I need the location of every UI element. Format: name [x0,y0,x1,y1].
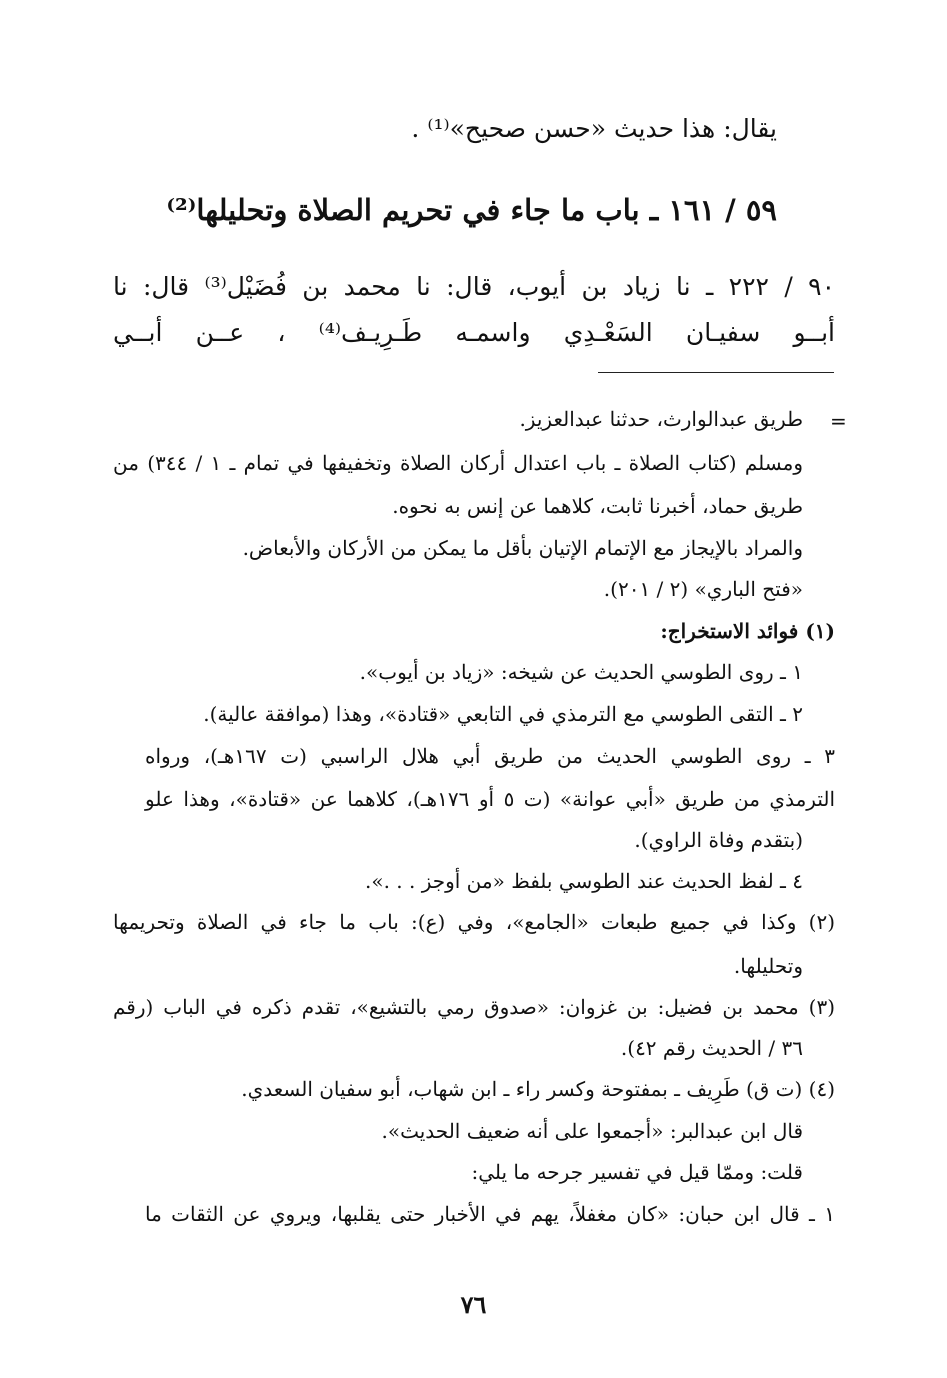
footnote-line: طريق عبدالوارث، حدثنا عبدالعزيز. [519,407,803,431]
footnote-line: (٤) (ت ق) طَرِيف ـ بمفتوحة وكسر راء ـ ابن شهاب، أبو سفيان السعدي. [241,1077,835,1101]
footnote-line: ١ ـ قال ابن حبان: «كان مغفلاً، يهم في الأخبار حتى يقلبها، ويروي عن الثقات ما [145,1202,835,1226]
footnote-line: (٢) وكذا في جميع طبعات «الجامع»، وفي (ع): باب ما جاء في الصلاة وتحريمها [113,910,835,934]
hadith-line-2: أبــو سفيـان السَعْـدِي واسمـه طَـرِيـف⁽⁴⁾ ، عــن أبــي [113,318,835,347]
footnote-line: والمراد بالإيجاز مع الإتمام الإتيان بأقل ما يمكن من الأركان والأبعاض. [242,536,803,560]
footnote-line: (١) فوائد الاستخراج: [660,619,835,643]
footnote-line: (٣) محمد بن فضيل: بن غزوان: «صدوق رمي بالتشيع»، تقدم ذكره في الباب (رقم [113,995,835,1019]
footnote-line: ٤ ـ لفظ الحديث عند الطوسي بلفظ «من أوجز . . .». [364,869,803,893]
footnote-separator [598,372,834,373]
footnote-line: قلت: وممّا قيل في تفسير جرحه ما يلي: [471,1160,803,1184]
page-number: ٧٦ [460,1290,487,1319]
footnote-line: «فتح الباري» (٢ / ٢٠١). [603,577,803,601]
chapter-heading: ٥٩ / ١٦١ ـ باب ما جاء في تحريم الصلاة وتحليلها⁽²⁾ [166,193,777,227]
hadith-line-1: ٩٠ / ٢٢٢ ـ نا زياد بن أيوب، قال: نا محمد بن فُضَيْل⁽³⁾ قال: نا [113,272,835,301]
footnote-line: الترمذي من طريق «أبي عوانة» (ت ٥ أو ١٧٦هـ)، كلاهما عن «قتادة»، وهذا علو [145,787,836,811]
top-line: يقال: هذا حديث «حسن صحيح»⁽¹⁾ . [411,114,777,143]
footnote-line: ٣ ـ روى الطوسي الحديث من طريق أبي هلال الراسبي (ت ١٦٧هـ)، ورواه [145,744,836,768]
footnote-line: ٢ ـ التقى الطوسي مع الترمذي في التابعي «قتادة»، وهذا (موافقة عالية). [203,702,803,726]
footnote-line: قال ابن عبدالبر: «أجمعوا على أنه ضعيف الحديث». [381,1119,803,1143]
footnote-line: (بتقدم وفاة الراوي). [634,828,803,852]
footnote-line: وتحليلها. [733,954,803,978]
footnote-line: ٣٦ / الحديث رقم ٤٢). [620,1036,803,1060]
footnote-line: ١ ـ روى الطوسي الحديث عن شيخه: «زياد بن أيوب». [359,660,803,684]
continuation-mark: = [830,409,847,433]
footnote-line: طريق حماد، أخبرنا ثابت، كلاهما عن إنس به نحوه. [392,494,803,518]
footnote-line: ومسلم (كتاب الصلاة ـ باب اعتدال أركان الصلاة وتخفيفها في تمام ـ ١ / ٣٤٤) من [113,451,803,475]
